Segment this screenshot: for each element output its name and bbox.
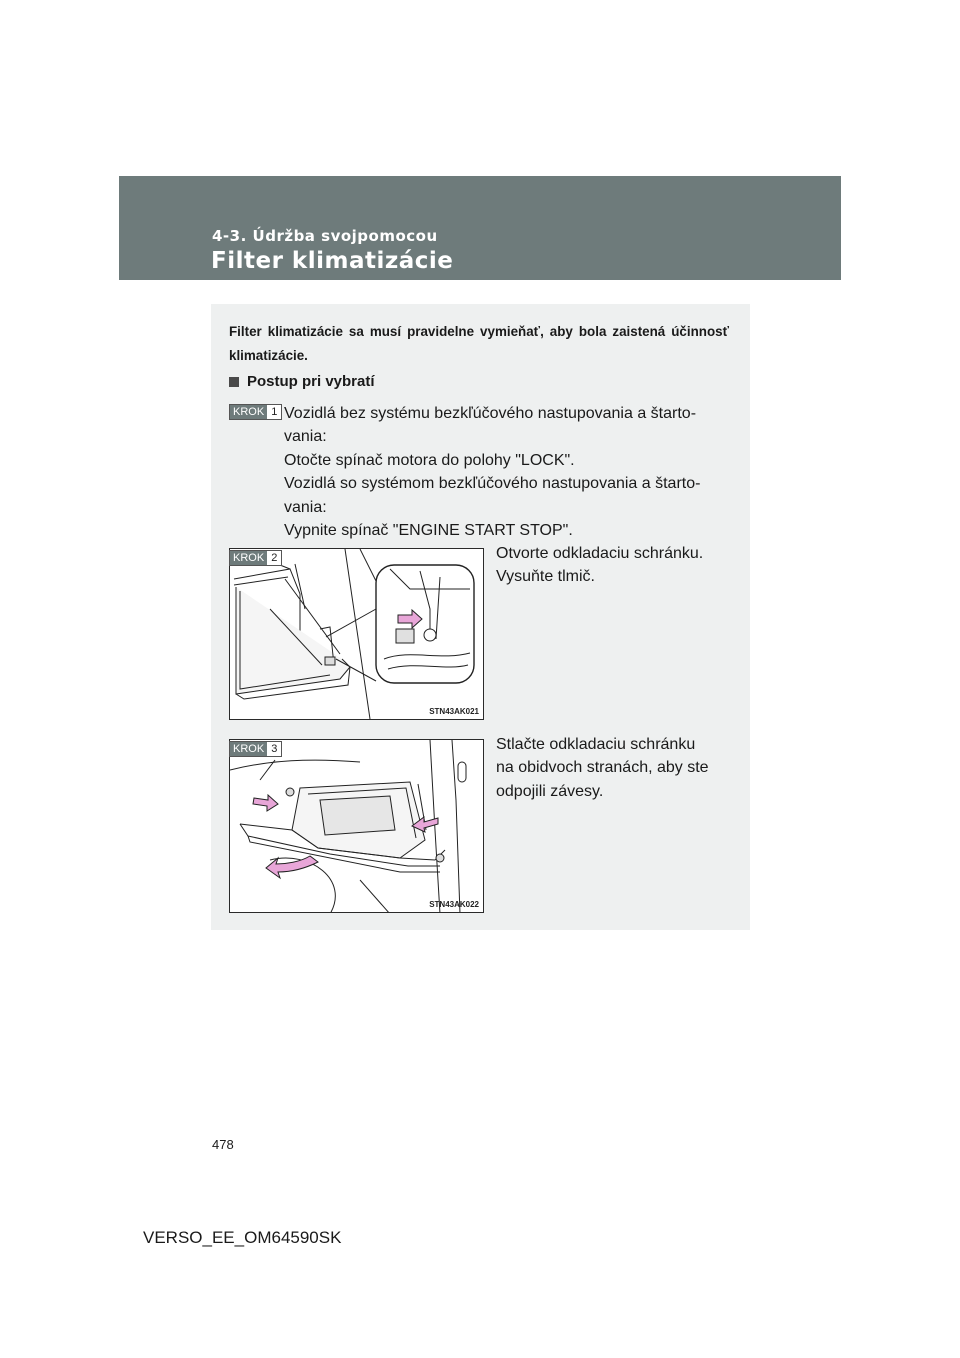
step-badge-number: 3 — [271, 743, 278, 755]
step-1-line: Vozidlá bez systému bezkľúčového nastupovania a štarto- — [284, 405, 697, 422]
step-1-line: Vozidlá so systémom bezkľúčového nastupovania a štarto- — [284, 475, 701, 493]
step-badge-label: KROK — [230, 551, 267, 565]
section-label: 4-3. Údržba svojpomocou — [212, 227, 438, 245]
step-1-badge — [229, 404, 282, 420]
page-number: 478 — [212, 1137, 234, 1152]
step-3-figure — [229, 739, 484, 913]
step-2-figure — [229, 548, 484, 720]
step-1-line: Vypnite spínač "ENGINE START STOP". — [284, 522, 573, 540]
subheading-label: Postup pri vybratí — [247, 373, 375, 390]
step-badge-label: KROK — [230, 742, 267, 756]
step-2-text — [496, 542, 728, 589]
step-3-line: na obidvoch stranách, aby ste — [496, 759, 709, 777]
step-badge-number: 1 — [271, 406, 278, 418]
glovebox-hinge-illustration — [230, 740, 484, 913]
step-2-line: Vysuňte tlmič. — [496, 568, 595, 586]
step-1-text — [284, 402, 728, 542]
figure-code: STN43AK022 — [429, 900, 479, 909]
step-3-badge — [229, 741, 282, 757]
figure-code: STN43AK021 — [429, 707, 479, 716]
step-1-line: Otočte spínač motora do polohy "LOCK". — [284, 451, 575, 469]
square-bullet-icon — [229, 377, 239, 387]
step-1-line: vania: — [284, 428, 327, 446]
step-2-badge — [229, 550, 282, 566]
step-3-line: Stlačte odkladaciu schránku — [496, 736, 696, 753]
step-2-line: Otvorte odkladaciu schránku. — [496, 545, 704, 562]
document-code: VERSO_EE_OM64590SK — [143, 1228, 342, 1247]
step-1-line: vania: — [284, 498, 327, 516]
glovebox-damper-illustration — [230, 549, 484, 720]
step-3-text — [496, 733, 728, 803]
step-3-line: odpojili závesy. — [496, 782, 604, 800]
subheading — [229, 373, 375, 390]
intro-text: Filter klimatizácie sa musí pravidelne vymieňať, aby bola zaistená účinnosť klimatizácie. — [229, 324, 729, 363]
page-title: Filter klimatizácie — [211, 248, 454, 274]
left-push-arrow-icon — [253, 795, 278, 811]
step-badge-label: KROK — [230, 405, 267, 419]
step-badge-number: 2 — [271, 552, 278, 564]
